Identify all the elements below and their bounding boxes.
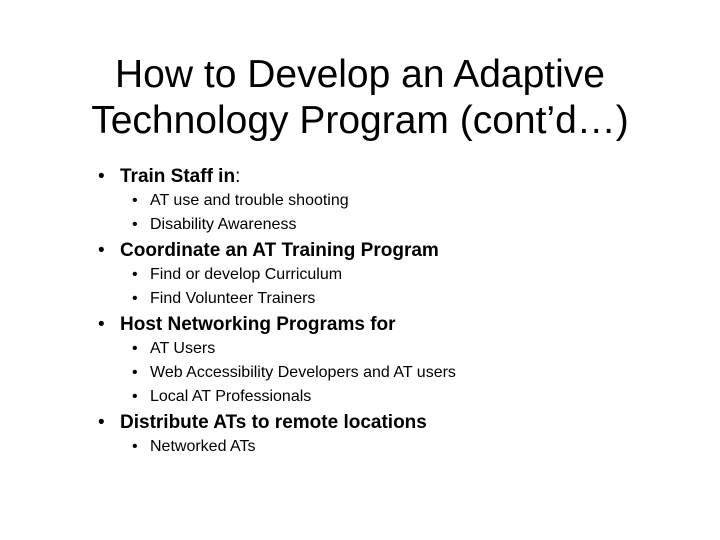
sub-bullet-label: Networked ATs (150, 438, 256, 455)
bullet-label: Train Staff in (120, 166, 236, 187)
sub-bullet-marker: • (132, 266, 138, 283)
sub-bullet-marker: • (132, 192, 138, 209)
bullet-marker: • (98, 412, 105, 433)
bullet-label: Distribute ATs to remote locations (120, 412, 427, 433)
bullet-marker: • (98, 166, 105, 187)
sub-bullet-marker: • (132, 216, 138, 233)
sub-bullet-label: Find or develop Curriculum (150, 266, 343, 283)
sub-bullet-label: Web Accessibility Developers and AT users (150, 364, 456, 381)
sub-bullet-label: Local AT Professionals (150, 388, 312, 405)
bullet-marker: • (98, 314, 105, 335)
bullet-label: Coordinate an AT Training Program (120, 240, 439, 261)
bullet-marker: • (98, 240, 105, 261)
bullet-label: Host Networking Programs for (120, 314, 396, 335)
sub-bullet-marker: • (132, 290, 138, 307)
sub-bullet-label: Disability Awareness (150, 216, 297, 233)
bullet-colon: : (235, 166, 241, 187)
sub-bullet-marker: • (132, 438, 138, 455)
sub-bullet-label: Find Volunteer Trainers (150, 290, 316, 307)
slide-title-line-1: How to Develop an Adaptive (115, 53, 605, 96)
sub-bullet-label: AT Users (150, 340, 216, 357)
slide-title-line-2: Technology Program (cont’d…) (91, 99, 629, 142)
sub-bullet-marker: • (132, 340, 138, 357)
sub-bullet-marker: • (132, 364, 138, 381)
sub-bullet-label: AT use and trouble shooting (150, 192, 349, 209)
sub-bullet-marker: • (132, 388, 138, 405)
